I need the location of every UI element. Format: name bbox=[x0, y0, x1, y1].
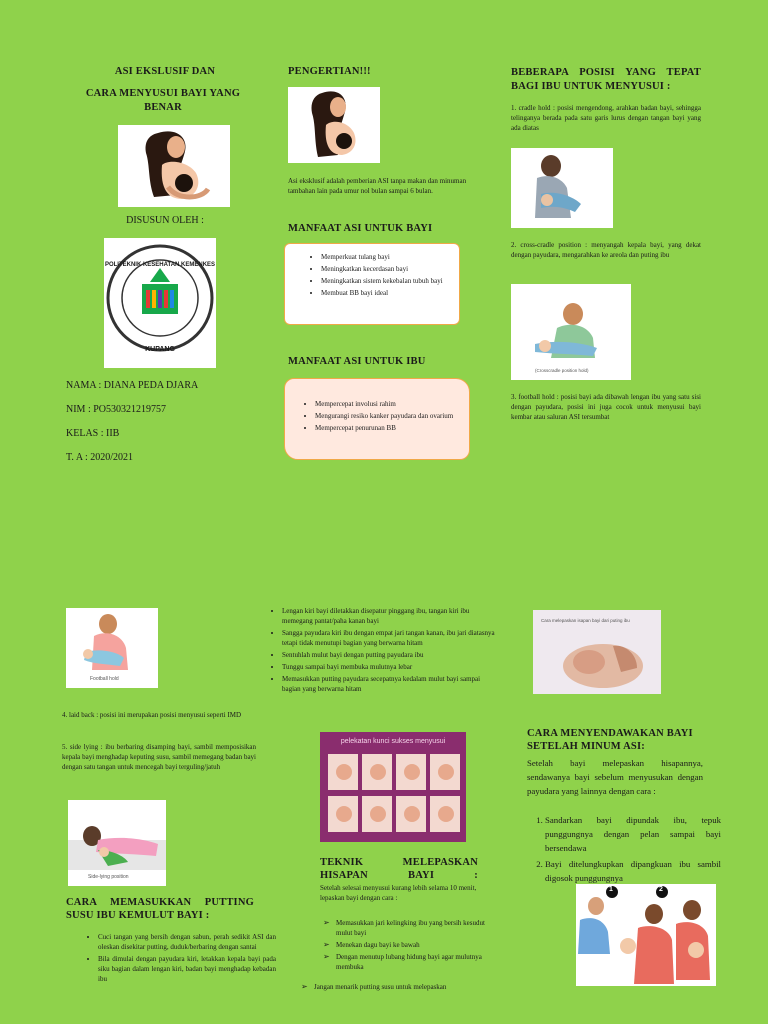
logo-city-text: KUPANG bbox=[145, 346, 175, 353]
pelekatan-poster bbox=[320, 732, 466, 842]
list-item: ➢ Menekan dagu bayi ke bawah bbox=[336, 940, 494, 950]
poster-title: pelekatan kunci sukses menyusui bbox=[340, 738, 446, 745]
football-caption: Football hold bbox=[90, 676, 119, 682]
breastfeeding-mother-image bbox=[118, 125, 230, 207]
list-item: • Membuat BB bayi ideal bbox=[321, 288, 447, 298]
posisi-3-text: 3. football hold : posisi bayi ada dibawah lengan ibu yang satu sisi dengan payudara, posisi ini juga cocok untuk menyusui bayi kembar atau saluran ASI tersumbat bbox=[511, 393, 701, 421]
list-item: • Tunggu sampai bayi membuka mulutnya lebar bbox=[282, 662, 500, 672]
football-hold-image bbox=[66, 608, 158, 688]
poltekkes-logo bbox=[104, 238, 216, 368]
manfaat-bayi-box bbox=[284, 243, 460, 325]
list-item: 1. Sandarkan bayi dipundak ibu, tepuk punggungnya dengan pelan sampai bayi bersendawa bbox=[545, 813, 721, 855]
list-item: • Mempercepat involusi rahim bbox=[315, 399, 461, 409]
pengertian-text: Asi eksklusif adalah pemberian ASI tanpa makan dan minuman tambahan lain pada umur nol bulan sampai 6 bulan. bbox=[288, 177, 467, 195]
manfaat-ibu-box bbox=[284, 378, 470, 460]
photo-caption: Cara melepaskan isapan bayi dari puting ibu bbox=[541, 618, 630, 623]
cradle-hold-image bbox=[511, 148, 613, 228]
sendawa-intro: Setelah bayi melepaskan hisapannya, sendawanya bayi sebelum menyusukan dengan payudara yang lainnya dengan cara : bbox=[527, 758, 703, 796]
list-item: • Meningkatkan kecerdasan bayi bbox=[321, 264, 447, 274]
list-item: ➢ Dengan menutup lubang hidung bayi agar mulutnya membuka bbox=[336, 952, 494, 972]
list-item: • Mempercepat penurunan BB bbox=[315, 423, 461, 433]
list-item: • Bila dimulai dengan payudara kiri, letakkan kepala bayi pada siku bagian dalam lengan kiri, badan bayi menghadap kebadan ibu bbox=[98, 954, 276, 984]
cross-cradle-caption: (Crosscradle position hold) bbox=[535, 368, 589, 373]
manfaat-ibu-list bbox=[285, 399, 461, 433]
posisi-1-text: 1. cradle hold : posisi mengendong, arahkan badan bayi, sehingga telinganya berada pada satu garis lurus dengan tangan bayi yang ada diatas bbox=[511, 104, 701, 132]
cara-memasukkan-list bbox=[78, 932, 276, 986]
manfaat-bayi-title: MANFAAT ASI UNTUK BAYI bbox=[288, 223, 433, 234]
logo-ring-text: POLITEKNIK KESEHATAN KEMENKES bbox=[104, 262, 216, 268]
side-lying-caption: Side-lying position bbox=[88, 874, 129, 880]
side-lying-image bbox=[68, 800, 166, 886]
list-item: • Sentuhlah mulut bayi dengan putting payudara ibu bbox=[282, 650, 500, 660]
manfaat-ibu-title: MANFAAT ASI UNTUK IBU bbox=[288, 356, 426, 367]
list-item: • Sangga payudara kiri ibu dengan empat jari tangan kanan, ibu jari diatasnya tetapi tidak menutupi bagian yang berwarna hitam bbox=[282, 628, 500, 648]
student-name: NAMA : DIANA PEDA DJARA bbox=[66, 380, 199, 391]
langkah-list bbox=[262, 606, 500, 696]
step-number-1: 1 bbox=[609, 886, 613, 893]
list-item: ➢ Memasukkan jari kelingking ibu yang bersih kesudut mulut bayi bbox=[336, 918, 494, 938]
disusun-label: DISUSUN OLEH : bbox=[126, 215, 204, 226]
list-item: • Mengurangi resiko kanker payudara dan ovarium bbox=[315, 411, 461, 421]
burping-image bbox=[576, 884, 716, 986]
mother-illustration bbox=[288, 87, 380, 163]
teknik-last bbox=[300, 982, 492, 994]
cara-memasukkan-title: CARA MEMASUKKAN PUTTING SUSU IBU KEMULUT BAYI : bbox=[66, 897, 254, 921]
title-line-1: ASI EKSLUSIF DAN bbox=[114, 66, 216, 77]
list-item: • Lengan kiri bayi diletakkan disepatur pinggang ibu, tangan kiri ibu memegang pantat/paha kanan bayi bbox=[282, 606, 500, 626]
list-item: • Memperkuat tulang bayi bbox=[321, 252, 447, 262]
teknik-intro: Setelah selesai menyusui kurang lebih selama 10 menit, lepaskan bayi dengan cara : bbox=[320, 884, 477, 902]
posisi-2-text: 2. cross-cradle position : menyangah kepala bayi, yang dekat dengan payudara, mengarahkan ke areola dan puting ibu bbox=[511, 241, 701, 259]
sendawa-list bbox=[527, 813, 721, 887]
academic-year: T. A : 2020/2021 bbox=[66, 452, 134, 463]
step-number-2: 2 bbox=[659, 886, 663, 893]
student-nim: NIM : PO530321219757 bbox=[66, 404, 167, 415]
list-item: ➢ Jangan menarik putting susu untuk melepaskan bbox=[314, 982, 492, 992]
melepas-isapan-photo bbox=[533, 610, 661, 694]
manfaat-bayi-list bbox=[285, 252, 447, 298]
list-item: • Cuci tangan yang bersih dengan sabun, perah sedikit ASI dan oleskan disekitar putting, duduk/berbaring dengan santai bbox=[98, 932, 276, 952]
teknik-list bbox=[322, 918, 494, 974]
posisi-4-text: 4. laid back : posisi ini merupakan posisi menyusui seperti IMD bbox=[62, 711, 242, 719]
list-item: 2. Bayi ditelungkupkan dipangkuan ibu sambil digosok punggungnya bbox=[545, 857, 721, 885]
cross-cradle-image bbox=[511, 284, 631, 380]
posisi-5-text: 5. side lying : ibu berbaring disamping bayi, sambil memposisikan kepala bayi menghadap keputing susu, sambil memegang badan bayi dengan satu tangan untuk mencegah bayi terguling/jatuh bbox=[62, 743, 256, 771]
posisi-title: BEBERAPA POSISI YANG TEPAT BAGI IBU UNTUK MENYUSUI : bbox=[511, 67, 701, 92]
teknik-title: TEKNIK MELEPASKAN HISAPAN BAYI : bbox=[320, 857, 478, 881]
sendawa-title: CARA MENYENDAWAKAN BAYI SETELAH MINUM ASI: bbox=[527, 728, 693, 752]
list-item: • Memasukkan putting payudara secepatnya kedalam mulut bayi sampai bagian yang berwarna hitam bbox=[282, 674, 500, 694]
pengertian-title: PENGERTIAN!!! bbox=[288, 66, 371, 77]
list-item: • Meningkatkan sistem kekebalan tubuh bayi bbox=[321, 276, 447, 286]
title-line-2: CARA MENYUSUI BAYI YANG BENAR bbox=[85, 88, 241, 113]
student-class: KELAS : IIB bbox=[66, 428, 120, 439]
